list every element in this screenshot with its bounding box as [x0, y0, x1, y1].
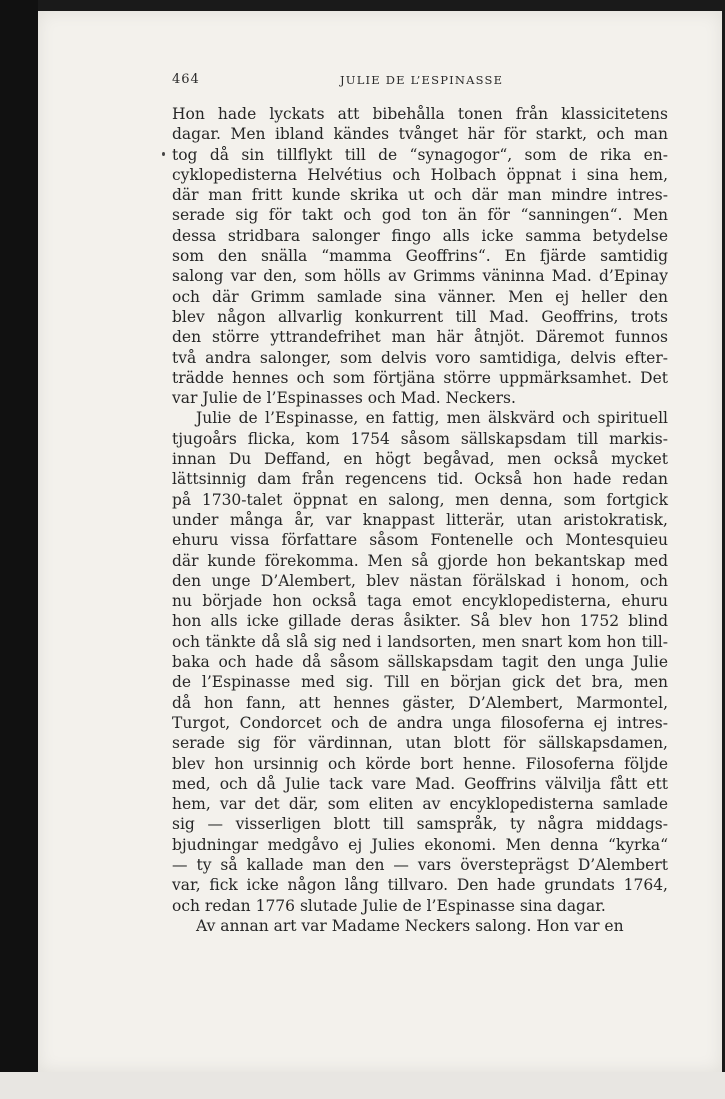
text-line: som den snälla “mamma Geoffrins“. En fjärde samtidig: [172, 247, 668, 266]
text-line: var, fick icke någon lång tillvaro. Den hade grundats 1764,: [172, 876, 668, 895]
text-line: bjudningar medgåvo ej Julies ekonomi. Men denna “kyrka“: [172, 835, 668, 854]
text-line: tjugoårs flicka, kom 1754 såsom sällskapsdam till markis-: [172, 429, 668, 448]
text-line: där man fritt kunde skrika ut och där man mindre intres-: [172, 186, 668, 205]
text-line: hem, var det där, som eliten av encyklopedisterna samlade: [172, 795, 668, 814]
text-line: sig — visserligen blott till samspråk, ty några middags-: [172, 815, 668, 834]
text-line: Hon hade lyckats att bibehålla tonen från klassicitetens: [172, 105, 668, 123]
page-number: 464: [172, 72, 200, 87]
running-head: JULIE DE L’ESPINASSE: [340, 73, 504, 87]
text-line: nu började hon också taga emot encyklopedisterna, ehuru: [172, 592, 668, 611]
text-line: serade sig för takt och god ton än för “sanningen“. Men: [172, 206, 668, 225]
scan-border: [0, 0, 38, 1072]
text-line: de l’Espinasse med sig. Till en början gick det bra, men: [172, 673, 668, 692]
scan-bottom-edge: [0, 1072, 725, 1099]
page-header: [172, 72, 667, 92]
text-line: Julie de l’Espinasse, en fattig, men älskvärd och spirituell: [196, 409, 668, 428]
text-line: med, och då Julie tack vare Mad. Geoffrins välvilja fått ett: [172, 774, 668, 793]
print-speck: [162, 152, 165, 156]
text-line: cyklopedisterna Helvétius och Holbach öppnat i sina hem,: [172, 165, 668, 184]
text-line: serade sig för värdinnan, utan blott för sällskapsdamen,: [172, 734, 668, 753]
text-line: — ty så kallade man den — vars översteprägst D’Alembert: [172, 855, 668, 874]
text-line: där kunde förekomma. Men så gjorde hon bekantskap med: [172, 551, 668, 570]
text-line: lättsinnig dam från regencens tid. Också hon hade redan: [172, 470, 668, 489]
text-line: den större yttrandefrihet man här åtnjöt. Däremot funnos: [172, 328, 668, 347]
text-line: dessa stridbara salonger fingo alls icke samma betydelse: [172, 226, 668, 245]
text-line: och redan 1776 slutade Julie de l’Espinasse sina dagar.: [172, 896, 606, 915]
text-line: blev hon ursinnig och körde bort henne. Filosoferna följde: [172, 754, 668, 773]
text-line: hon alls icke gillade deras åsikter. Så blev hon 1752 blind: [172, 612, 668, 631]
text-line: på 1730-talet öppnat en salong, men denna, som fortgick: [172, 490, 668, 509]
text-line: och där Grimm samlade sina vänner. Men ej heller den: [172, 287, 668, 306]
text-line: blev någon allvarlig konkurrent till Mad. Geoffrins, trots: [172, 307, 668, 326]
text-line: Av annan art var Madame Neckers salong. Hon var en: [196, 916, 624, 935]
text-line: då hon fann, att hennes gäster, D’Alembert, Marmontel,: [172, 693, 668, 712]
text-line: under många år, var knappast litterär, utan aristokratisk,: [172, 510, 668, 529]
text-line: var Julie de l’Espinasses och Mad. Neckers.: [172, 389, 516, 408]
text-line: dagar. Men ibland kändes tvånget här för starkt, och man: [172, 125, 668, 144]
text-line: ehuru vissa författare såsom Fontenelle och Montesquieu: [172, 531, 668, 550]
text-line: salong var den, som hölls av Grimms väninna Mad. d’Epinay: [172, 267, 668, 286]
text-line: och tänkte då slå sig ned i landsorten, men snart kom hon till-: [172, 632, 668, 651]
text-line: trädde hennes och som förtjäna större uppmärksamhet. Det: [172, 368, 668, 387]
body-text: [172, 104, 668, 936]
text-line: tog då sin tillflykt till de “synagogor“, som de rika en-: [172, 145, 668, 164]
text-line: Turgot, Condorcet och de andra unga filosoferna ej intres-: [172, 713, 668, 732]
text-line: den unge D’Alembert, blev nästan förälskad i honom, och: [172, 571, 668, 590]
text-line: två andra salonger, som delvis voro samtidiga, delvis efter-: [172, 348, 668, 367]
text-line: innan Du Deffand, en högt begåvad, men också mycket: [172, 450, 668, 469]
text-line: baka och hade då såsom sällskapsdam tagit den unga Julie: [172, 653, 668, 672]
